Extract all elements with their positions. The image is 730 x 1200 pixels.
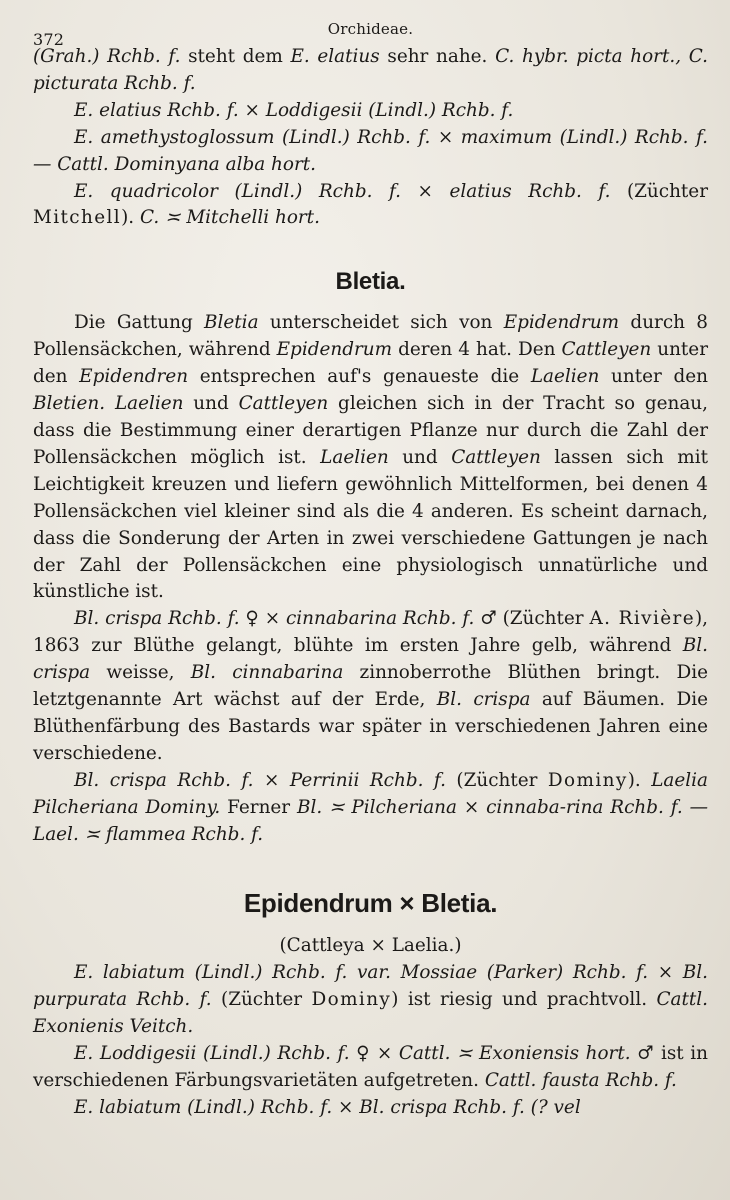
bletia-paragraph-1: Die Gattung Bletia unterscheidet sich von Epidendrum durch 8 Pollensäckchen, während Epidendrum deren 4 hat. Den Cattleyen unter den Epidendren entsprechen auf's genaueste die Laelien unter den Bletien. Laelien und Cattleyen gleichen sich in der Tracht so genau, dass die Bestimmung einer derartigen Pflanze nur durch die Zahl der Pollensäckchen möglich ist. Laelien und Cattleyen lassen sich mit Leichtigkeit kreuzen und liefern gewöhnlich Mittelformen, bei denen 4 Pollensäckchen viel kleiner sind als die 4 anderen. Es scheint darnach, dass die Sonderung der Arten in zwei verschiedene Gattungen je nach der Zahl der Pollensäckchen eine physiologisch unnatürliche und künstliche ist. — [33, 312, 709, 603]
section-heading-epidendrum-bletia: Epidendrum × Bletia. — [243, 888, 498, 919]
bletia-paragraph-3: Bl. crispa Rchb. f. × Perrinii Rchb. f. (Züchter Dominy). Laelia Pilcheriana Dominy. Ferner Bl. ≍ Pilcheriana × cinnaba-rina Rchb. f. — Lael. ≍ flammea Rchb. f. — [33, 769, 709, 845]
top-paragraph-2: E. elatius Rchb. f. × Loddigesii (Lindl.) Rchb. f. — [74, 99, 514, 121]
section-heading-bletia: Bletia. — [335, 268, 406, 296]
epi-paragraph-3: E. labiatum (Lindl.) Rchb. f. × Bl. crispa Rchb. f. (? vel — [74, 1096, 581, 1118]
top-paragraph-3: E. amethystoglossum (Lindl.) Rchb. f. × maximum (Lindl.) Rchb. f. — Cattl. Dominyana alba hort. — [33, 126, 708, 175]
running-title: Orchideae. — [327, 20, 414, 38]
top-paragraph-4: E. quadricolor (Lindl.) Rchb. f. × elatius Rchb. f. (Züchter Mitchell). C. ≍ Mitchelli hort. — [33, 180, 708, 229]
bletia-paragraph-2: Bl. crispa Rchb. f. ♀ × cinnabarina Rchb. f. ♂ (Züchter A. Rivière), 1863 zur Blüthe gelangt, blühte im ersten Jahre gelb, während Bl. crispa weisse, Bl. cinnabarina zinnoberrothe Blüthen bringt. Die letztgenannte Art wächst auf der Erde, Bl. crispa auf Bäumen. Die Blüthenfärbung des Bastards war später in verschiedenen Jahren eine verschiedene. — [33, 608, 709, 764]
running-head — [33, 0, 708, 49]
epi-paragraph-2: E. Loddigesii (Lindl.) Rchb. f. ♀ × Cattl. ≍ Exoniensis hort. ♂ ist in verschiedenen Färbungsvarietäten aufgetreten. Cattl. fausta Rchb. f. — [33, 1043, 708, 1091]
epi-paragraph-1: E. labiatum (Lindl.) Rchb. f. var. Mossiae (Parker) Rchb. f. × Bl. purpurata Rchb. f. (Züchter Dominy) ist riesig und prachtvoll. Cattl. Exonienis Veitch. — [33, 962, 709, 1038]
top-paragraph-1: (Grah.) Rchb. f. steht dem E. elatius sehr nahe. C. hybr. picta hort., C. picturata Rchb. f. — [33, 46, 708, 94]
section-subheading-cattleya-laelia: (Cattleya × Laelia.) — [279, 935, 462, 957]
page-number: 372 — [33, 30, 65, 49]
